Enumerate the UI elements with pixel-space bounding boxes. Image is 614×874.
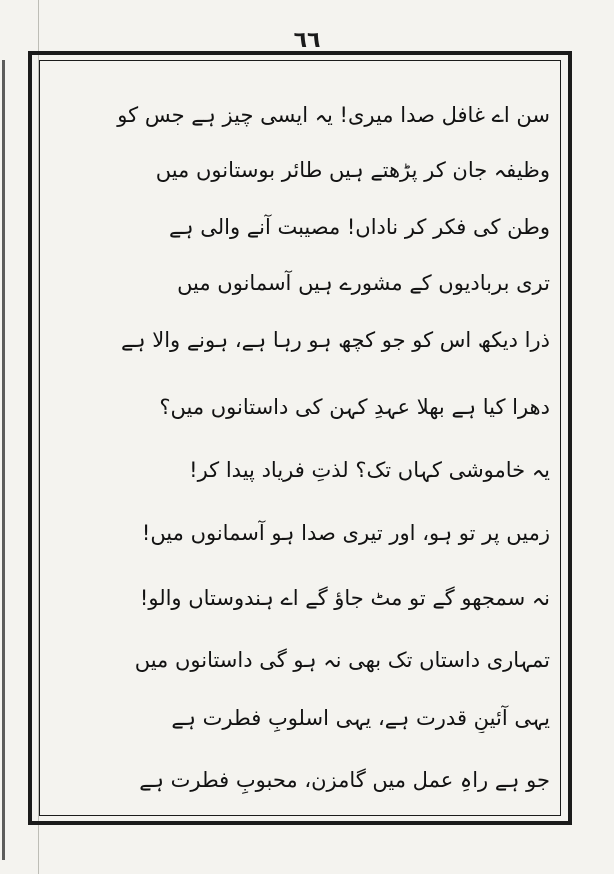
verse-line-12: جو ہے راہِ عمل میں گامزن، محبوبِ فطرت ہے: [139, 768, 550, 792]
verse-line-2: وظیفہ جان کر پڑھتے ہیں طائر بوستانوں میں: [155, 158, 550, 182]
verse-line-11: یہی آئینِ قدرت ہے، یہی اسلوبِ فطرت ہے: [171, 706, 550, 730]
verse-line-1: سن اے غافل صدا میری! یہ ایسی چیز ہے جس کو: [117, 103, 550, 127]
verse-line-9: نہ سمجھو گے تو مٹ جاؤ گے اے ہندوستاں والو!: [139, 586, 550, 610]
verse-line-5: ذرا دیکھ اس کو جو کچھ ہو رہا ہے، ہونے والا ہے: [120, 328, 550, 352]
verse-line-10: تمہاری داستاں تک بھی نہ ہو گی داستانوں میں: [134, 648, 550, 672]
verse-line-4: تری بربادیوں کے مشورے ہیں آسمانوں میں: [177, 271, 550, 295]
verse-line-8: زمیں پر تو ہو، اور تیری صدا ہو آسمانوں میں!: [141, 521, 550, 545]
binding-edge: [2, 60, 5, 860]
verse-line-7: یہ خاموشی کہاں تک؟ لذتِ فریاد پیدا کر!: [189, 458, 550, 482]
verse-line-6: دھرا کیا ہے بھلا عہدِ کہن کی داستانوں میں؟: [159, 395, 550, 419]
page-number: ٦٦: [293, 28, 321, 53]
verse-line-3: وطن کی فکر کر ناداں! مصیبت آنے والی ہے: [168, 215, 550, 239]
